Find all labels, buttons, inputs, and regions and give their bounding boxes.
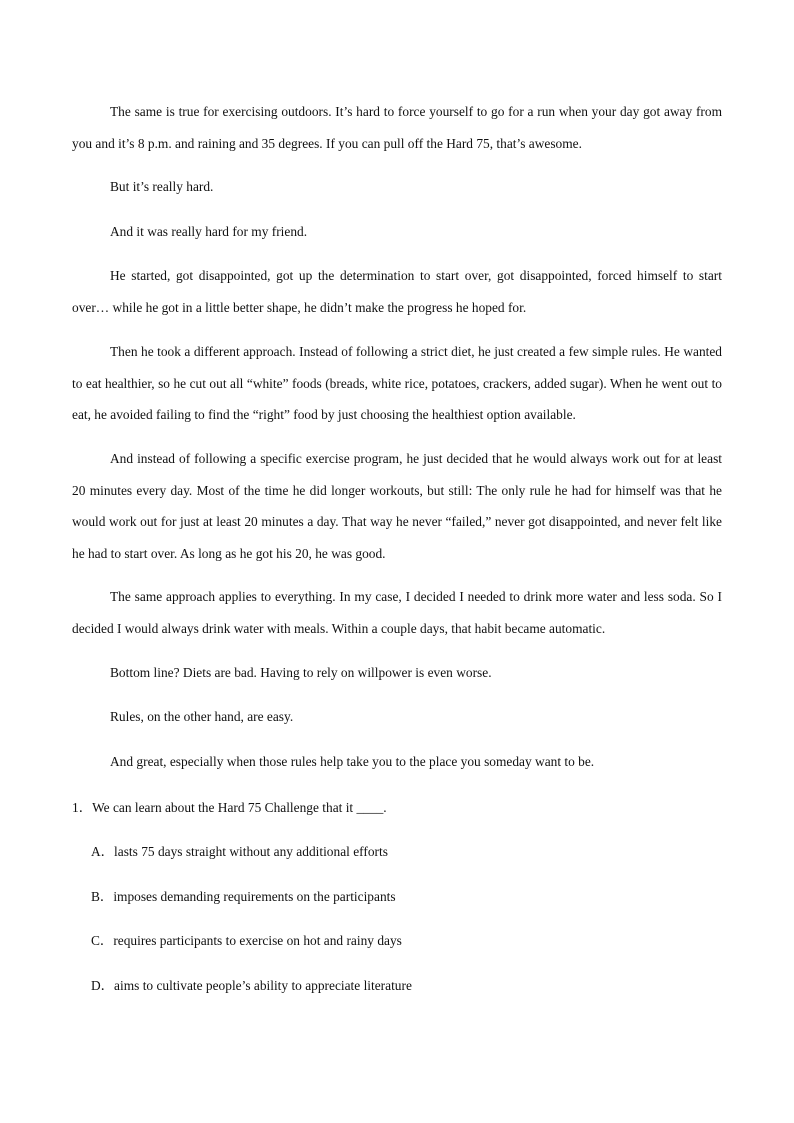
paragraph-same-approach: The same approach applies to everything. In my case, I decided I needed to drink more water and less soda. So I decided I would always drink water with meals. Within a couple days, that habit became automatic. (72, 589, 722, 636)
paragraph-different-approach: Then he took a different approach. Instead of following a strict diet, he just created a few simple rules. He wanted to eat healthier, so he cut out all “white” foods (breads, white rice, potatoes, crackers, added sugar). When he went out to eat, he avoided failing to find the “right” food by just choosing the healthiest option available. (72, 344, 722, 422)
option-a: A．lasts 75 days straight without any additional efforts (91, 844, 388, 859)
paragraph-rules-easy: Rules, on the other hand, are easy. (110, 709, 294, 724)
paragraph-started-over: He started, got disappointed, got up the determination to start over, got disappointed, forced himself to start over… while he got in a little better shape, he didn’t make the progress he hoped for. (72, 268, 722, 315)
paragraph-bottom-line: Bottom line? Diets are bad. Having to rely on willpower is even worse. (110, 665, 492, 680)
option-d: D．aims to cultivate people’s ability to appreciate literature (91, 978, 412, 993)
paragraph-and-great: And great, especially when those rules help take you to the place you someday want to be. (110, 754, 595, 769)
paragraph-exercise-rule: And instead of following a specific exercise program, he just decided that he would always work out for at least 20 minutes every day. Most of the time he did longer workouts, but still: The only rule he had for himself was that he would work out for just at least 20 minutes a day. That way he never “failed,” never got disappointed, and never felt like he had to start over. As long as he got his 20, he was good. (72, 451, 722, 561)
paragraph-really-hard: But it’s really hard. (110, 179, 214, 194)
paragraph-exercising-outdoors: The same is true for exercising outdoors. It’s hard to force yourself to go for a run when your day got away from you and it’s 8 p.m. and raining and 35 degrees. If you can pull off the Hard 75, that’s awesome. (72, 104, 722, 151)
paragraph-hard-for-friend: And it was really hard for my friend. (110, 224, 308, 239)
question-stem: 1．We can learn about the Hard 75 Challenge that it ____. (72, 800, 387, 815)
option-c: C．requires participants to exercise on hot and rainy days (91, 933, 402, 948)
option-b: B．imposes demanding requirements on the participants (91, 889, 396, 904)
